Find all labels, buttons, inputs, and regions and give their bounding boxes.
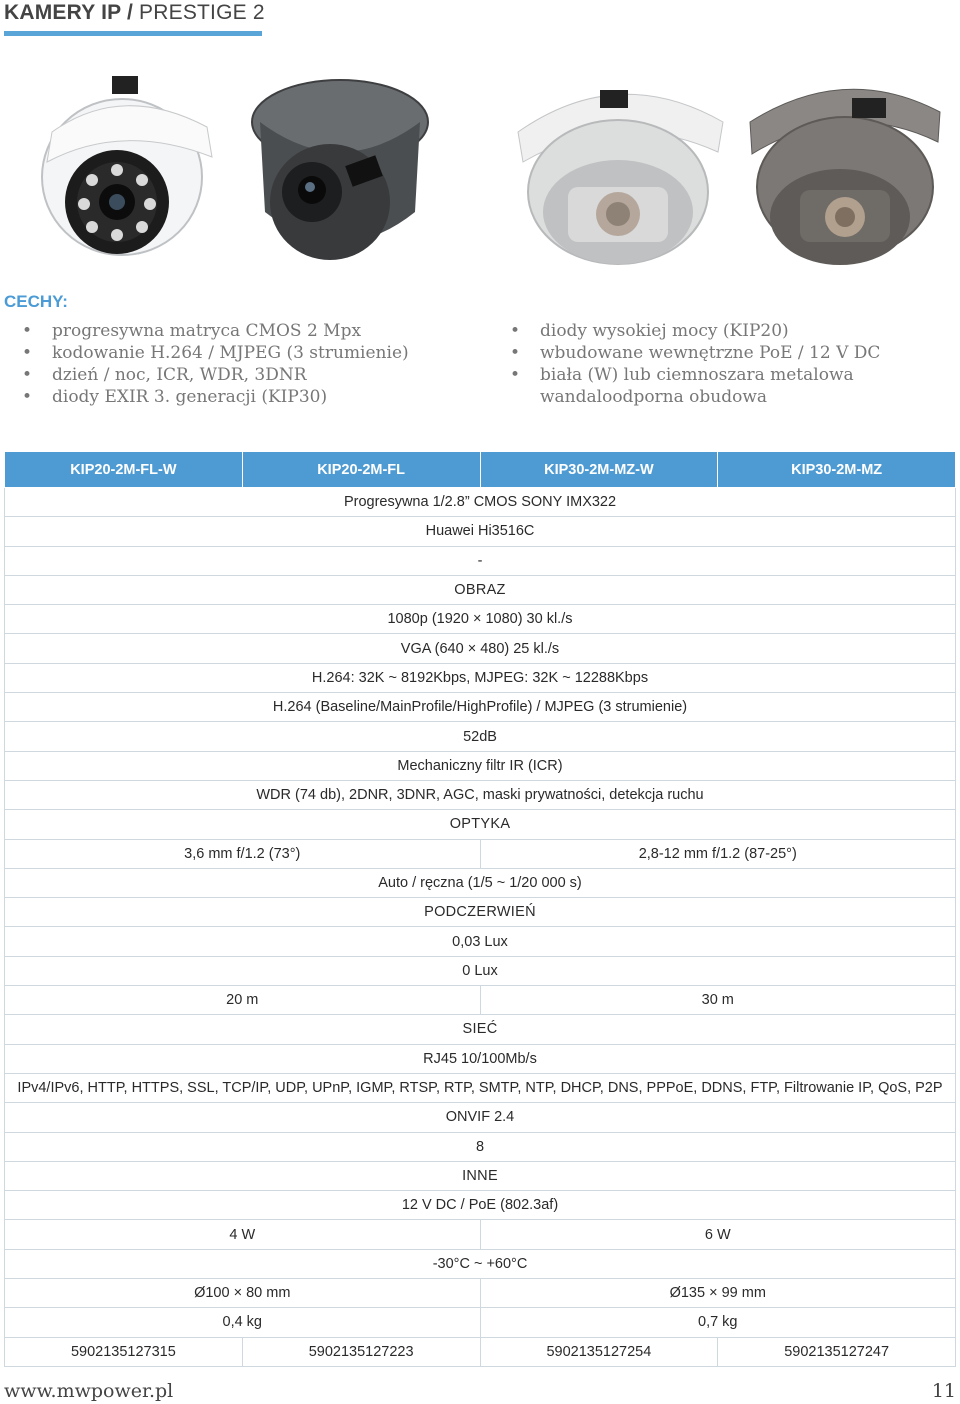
feature-text: biała (W) lub ciemnoszara metalowa	[540, 365, 854, 385]
table-row	[5, 839, 956, 868]
feature-text: wbudowane wewnętrzne PoE / 12 V DC	[540, 343, 881, 363]
feature-text: wandaloodporna obudowa	[540, 387, 768, 407]
feature-text: dzień / noc, ICR, WDR, 3DNR	[52, 365, 307, 385]
table-row	[5, 663, 956, 692]
camera-image-kip20-2m-fl-w	[22, 62, 222, 267]
table-cell: 30 m	[480, 986, 956, 1015]
table-row	[5, 927, 956, 956]
feature-item	[492, 386, 880, 408]
features-right-column	[492, 320, 880, 408]
table-row	[5, 634, 956, 663]
table-row	[5, 1103, 956, 1132]
bullet-icon: •	[22, 365, 33, 385]
table-cell: 0,4 kg	[5, 1308, 481, 1337]
table-row	[5, 1337, 956, 1366]
page-number: 11	[931, 1380, 956, 1402]
table-cell: 1080p (1920 × 1080) 30 kl./s	[5, 605, 956, 634]
title-light: PRESTIGE 2	[139, 1, 265, 24]
ean-cell: 5902135127223	[242, 1337, 480, 1366]
section-title: INNE	[5, 1161, 956, 1190]
column-header: KIP20-2M-FL-W	[5, 452, 243, 488]
camera-image-kip30-2m-mz-w	[508, 62, 728, 267]
table-row	[5, 1073, 956, 1102]
table-row	[5, 722, 956, 751]
table-cell: 0,03 Lux	[5, 927, 956, 956]
website-link[interactable]: www.mwpower.pl	[4, 1380, 174, 1402]
table-cell: Ø100 × 80 mm	[5, 1279, 481, 1308]
column-header: KIP30-2M-MZ-W	[480, 452, 718, 488]
table-cell: RJ45 10/100Mb/s	[5, 1044, 956, 1073]
column-header: KIP30-2M-MZ	[718, 452, 956, 488]
page-footer	[4, 1380, 956, 1404]
table-row	[5, 488, 956, 517]
ean-cell: 5902135127247	[718, 1337, 956, 1366]
table-row	[5, 780, 956, 809]
camera-image-kip20-2m-fl	[240, 62, 440, 267]
table-row	[5, 517, 956, 546]
table-cell: ONVIF 2.4	[5, 1103, 956, 1132]
feature-text: progresywna matryca CMOS 2 Mpx	[52, 321, 362, 341]
table-cell: Mechaniczny filtr IR (ICR)	[5, 751, 956, 780]
feature-item	[4, 342, 409, 364]
section-title: PODCZERWIEŃ	[5, 898, 956, 927]
camera-image-kip30-2m-mz	[740, 62, 950, 267]
feature-item	[492, 342, 880, 364]
table-row	[5, 956, 956, 985]
table-cell: 0 Lux	[5, 956, 956, 985]
page-title	[4, 0, 265, 26]
table-cell: H.264: 32K ~ 8192Kbps, MJPEG: 32K ~ 12288Kbps	[5, 663, 956, 692]
table-row	[5, 868, 956, 897]
feature-item	[4, 320, 409, 342]
feature-text: diody EXIR 3. generacji (KIP30)	[52, 387, 328, 407]
bullet-icon: •	[510, 321, 521, 341]
table-row	[5, 1044, 956, 1073]
table-row	[5, 1132, 956, 1161]
section-row	[5, 1161, 956, 1190]
table-row	[5, 986, 956, 1015]
title-bold: KAMERY IP /	[4, 1, 140, 24]
table-cell: WDR (74 db), 2DNR, 3DNR, AGC, maski prywatności, detekcja ruchu	[5, 780, 956, 809]
table-cell: H.264 (Baseline/MainProfile/HighProfile) / MJPEG (3 strumienie)	[5, 693, 956, 722]
section-row	[5, 898, 956, 927]
column-header: KIP20-2M-FL	[242, 452, 480, 488]
page-header	[4, 0, 265, 36]
table-row	[5, 1191, 956, 1220]
table-cell: Huawei Hi3516C	[5, 517, 956, 546]
table-cell: IPv4/IPv6, HTTP, HTTPS, SSL, TCP/IP, UDP, UPnP, IGMP, RTSP, RTP, SMTP, NTP, DHCP, DNS, PPPoE, DDNS, FTP, Filtrowanie IP, QoS, P2P	[5, 1073, 956, 1102]
feature-item	[492, 320, 880, 342]
spec-table	[4, 452, 956, 1367]
table-row	[5, 546, 956, 575]
section-title: OBRAZ	[5, 575, 956, 604]
bullet-icon: •	[22, 387, 33, 407]
table-row	[5, 751, 956, 780]
section-row	[5, 810, 956, 839]
table-cell: 0,7 kg	[480, 1308, 956, 1337]
table-cell: 4 W	[5, 1220, 481, 1249]
feature-item	[4, 364, 409, 386]
title-underline	[4, 31, 262, 36]
ean-cell: 5902135127254	[480, 1337, 718, 1366]
table-cell: -30°C ~ +60°C	[5, 1249, 956, 1278]
table-row	[5, 1308, 956, 1337]
section-title: OPTYKA	[5, 810, 956, 839]
table-cell: Ø135 × 99 mm	[480, 1279, 956, 1308]
table-cell: -	[5, 546, 956, 575]
table-row	[5, 1249, 956, 1278]
feature-item	[4, 386, 409, 408]
bullet-icon: •	[22, 343, 33, 363]
table-cell: 3,6 mm f/1.2 (73°)	[5, 839, 481, 868]
table-row	[5, 605, 956, 634]
table-cell: 12 V DC / PoE (802.3af)	[5, 1191, 956, 1220]
section-title: SIEĆ	[5, 1015, 956, 1044]
table-cell: Auto / ręczna (1/5 ~ 1/20 000 s)	[5, 868, 956, 897]
table-row	[5, 1279, 956, 1308]
table-cell: 8	[5, 1132, 956, 1161]
feature-item	[492, 364, 880, 386]
table-header-row	[5, 452, 956, 488]
features-section	[4, 292, 956, 407]
bullet-icon: •	[510, 365, 521, 385]
table-cell: Progresywna 1/2.8” CMOS SONY IMX322	[5, 488, 956, 517]
bullet-icon: •	[22, 321, 33, 341]
table-cell: 52dB	[5, 722, 956, 751]
feature-text: diody wysokiej mocy (KIP20)	[540, 321, 789, 341]
table-row	[5, 1220, 956, 1249]
section-row	[5, 575, 956, 604]
section-row	[5, 1015, 956, 1044]
ean-cell: 5902135127315	[5, 1337, 243, 1366]
table-cell: VGA (640 × 480) 25 kl./s	[5, 634, 956, 663]
table-row	[5, 693, 956, 722]
features-left-column	[4, 320, 409, 408]
table-cell: 20 m	[5, 986, 481, 1015]
bullet-icon: •	[510, 343, 521, 363]
table-cell: 2,8-12 mm f/1.2 (87-25°)	[480, 839, 956, 868]
feature-text: kodowanie H.264 / MJPEG (3 strumienie)	[52, 343, 409, 363]
features-label: CECHY:	[4, 292, 68, 311]
table-cell: 6 W	[480, 1220, 956, 1249]
camera-images	[0, 62, 960, 267]
